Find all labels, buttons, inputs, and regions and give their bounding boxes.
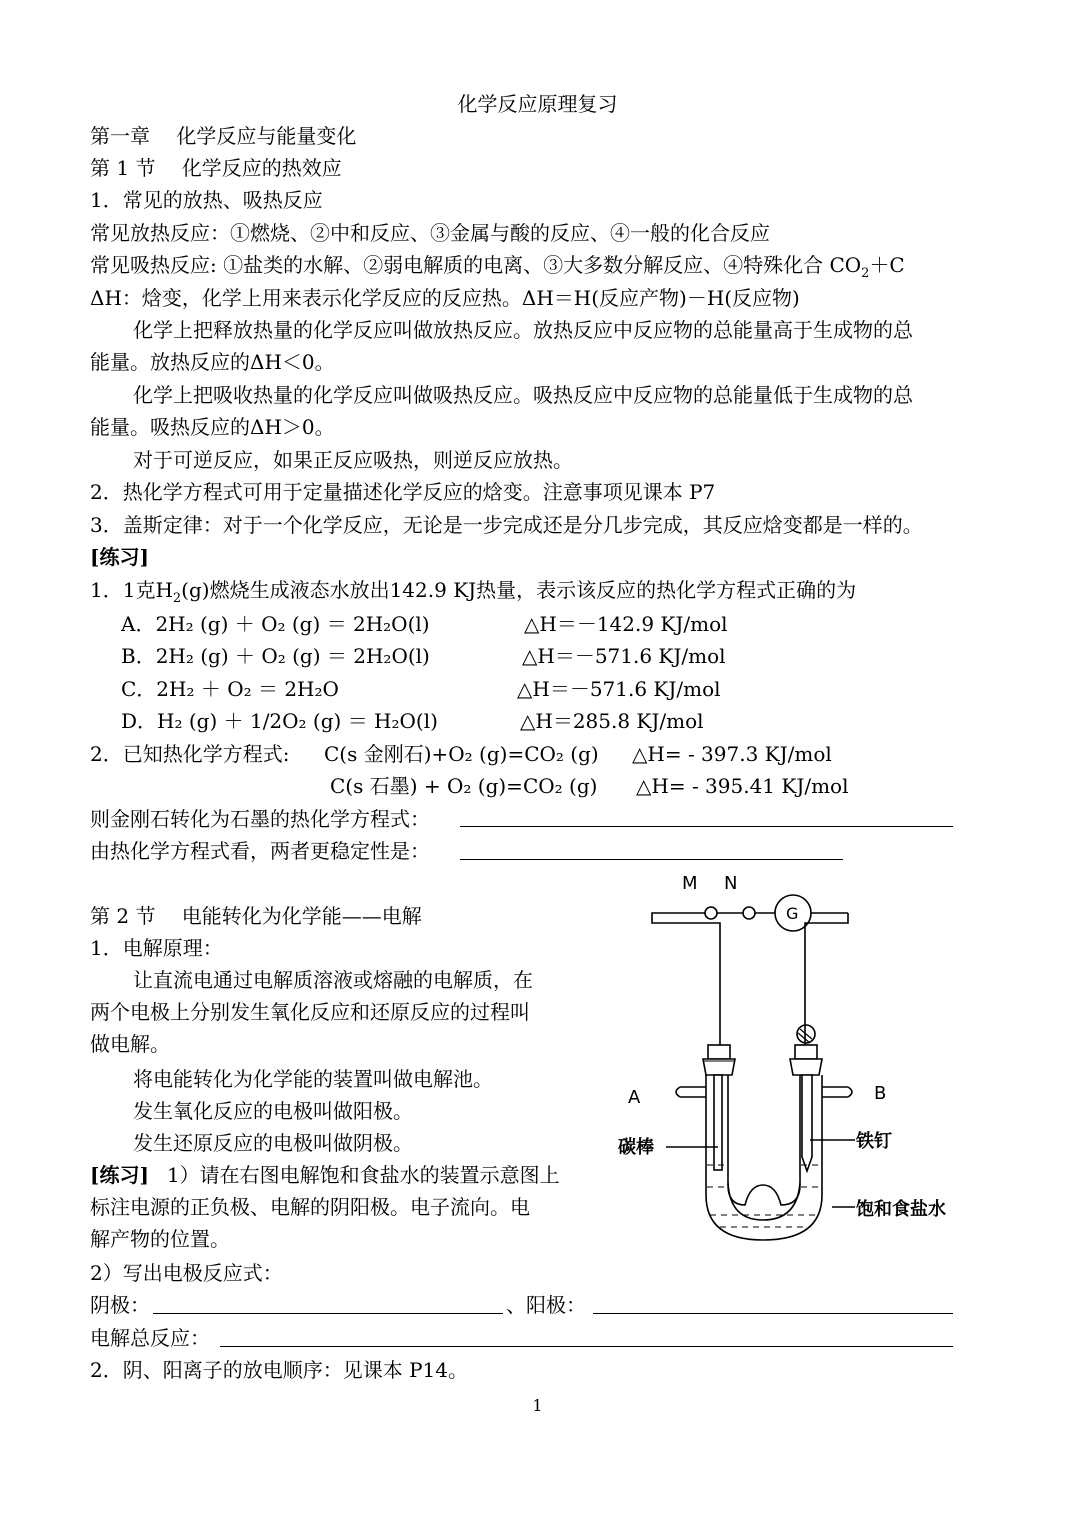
reversible-note: 对于可逆反应，如果正反应吸热，则逆反应放热。 <box>133 448 573 472</box>
practice-2-line-4: 2）写出电极反应式： <box>90 1261 283 1285</box>
item-1: 1．常见的放热、吸热反应 <box>90 188 323 212</box>
label-g: G <box>786 904 799 923</box>
chapter-heading: 第一章 化学反应与能量变化 <box>90 124 357 148</box>
option-a-dh: △H＝－142.9 KJ/mol <box>524 612 728 636</box>
cathode-label: 阴极： <box>90 1293 150 1317</box>
question-2-eq-graphite: C(s 石墨) + O₂ (g)=CO₂ (g) <box>330 774 598 798</box>
endothermic-list: 常见吸热反应: ①盐类的水解、②弱电解质的电离、③大多数分解反应、④特殊化合 $CO_2+C$ <box>90 253 905 281</box>
electrolysis-paragraph-line-1: 让直流电通过电解质溶液或熔融的电解质，在 <box>133 968 533 992</box>
total-reaction-answer-line[interactable] <box>220 1346 953 1347</box>
label-brine: 饱和食盐水 <box>856 1199 946 1220</box>
terminal-m <box>705 907 717 919</box>
option-c-dh: △H＝－571.6 KJ/mol <box>517 677 721 701</box>
total-reaction-label: 电解总反应： <box>90 1326 210 1350</box>
option-d-dh: △H＝285.8 KJ/mol <box>520 709 704 733</box>
section-2-heading: 第 2 节 电能转化为化学能——电解 <box>90 904 422 928</box>
item-2: 2．热化学方程式可用于定量描述化学反应的焓变。注意事项见课本 P7 <box>90 480 716 504</box>
cathode-definition: 发生还原反应的电极叫做阴极。 <box>133 1131 413 1155</box>
fill-prompt-1: 则金刚石转化为石墨的热化学方程式： <box>90 807 430 831</box>
practice-2-line-2: 标注电源的正负极、电解的阴阳极。电子流向。电 <box>90 1195 530 1219</box>
label-carbon-rod: 碳棒 <box>618 1137 654 1158</box>
carbon-rod <box>714 1075 722 1170</box>
label-iron-nail: 铁钉 <box>856 1131 892 1152</box>
question-1: 1．1克$H_2(g)$燃烧生成液态水放出142.9 KJ热量，表示该反应的热化学方程式正确的为 <box>90 578 857 606</box>
practice-2-line-3: 解产物的位置。 <box>90 1227 230 1251</box>
circuit-wire <box>652 913 720 1045</box>
page-number: 1 <box>532 1396 543 1415</box>
label-m: M <box>682 873 698 894</box>
practice-2-line-1: [练习] 1）请在右图电解饱和食盐水的装置示意图上 <box>90 1163 560 1187</box>
exothermic-list: 常见放热反应：①燃烧、②中和反应、③金属与酸的反应、④一般的化合反应 <box>90 221 770 245</box>
label-a: A <box>628 1087 641 1108</box>
electrolysis-paragraph-line-2: 两个电极上分别发生氧化反应和还原反应的过程叫 <box>90 1000 530 1024</box>
ion-discharge-order: 2．阴、阳离子的放电顺序：见课本 P14。 <box>90 1358 468 1382</box>
section-1-heading: 第 1 节 化学反应的热效应 <box>90 156 342 180</box>
enthalpy-definition: ΔH：焓变，化学上用来表示化学反应的反应热。ΔH＝H(反应产物)－H(反应物) <box>90 286 800 310</box>
question-2-label: 2．已知热化学方程式: <box>90 742 290 766</box>
anode-label: 、阳极： <box>506 1293 586 1317</box>
exo-paragraph-line-1: 化学上把释放热量的化学反应叫做放热反应。放热反应中反应物的总能量高于生成物的总 <box>133 318 913 342</box>
question-2-dh-graphite: △H= - 395.41 KJ/mol <box>636 774 849 798</box>
electrolysis-paragraph-line-3: 做电解。 <box>90 1032 170 1056</box>
option-b: B．2H₂ (g) ＋ O₂ (g) ＝ 2H₂O(l) <box>121 644 430 668</box>
item-3: 3．盖斯定律：对于一个化学反应，无论是一步完成还是分几步完成，其反应焓变都是一样的。 <box>90 513 923 537</box>
answer-line-1[interactable] <box>460 826 953 827</box>
option-c: C．2H₂ ＋ O₂ ＝ 2H₂O <box>121 677 339 701</box>
left-stopper <box>708 1045 730 1059</box>
option-b-dh: △H＝－571.6 KJ/mol <box>522 644 726 668</box>
electrolytic-cell-definition: 将电能转化为化学能的装置叫做电解池。 <box>133 1067 493 1091</box>
endo-paragraph-line-1: 化学上把吸收热量的化学反应叫做吸热反应。吸热反应中反应物的总能量低于生成物的总 <box>133 383 913 407</box>
endo-paragraph-line-2: 能量。吸热反应的ΔH＞0。 <box>90 415 335 439</box>
right-stopper <box>795 1045 817 1059</box>
terminal-n <box>743 907 755 919</box>
question-2-dh-diamond: △H= - 397.3 KJ/mol <box>632 742 832 766</box>
option-d: D．H₂ (g) ＋ 1/2O₂ (g) ＝ H₂O(l) <box>121 709 438 733</box>
exo-paragraph-line-2: 能量。放热反应的ΔH＜0。 <box>90 350 335 374</box>
question-2-eq-diamond: C(s 金刚石)+O₂ (g)=CO₂ (g) <box>324 742 599 766</box>
practice-heading: [练习] <box>90 545 149 569</box>
cathode-answer-line[interactable] <box>153 1313 503 1314</box>
label-n: N <box>724 873 738 894</box>
answer-line-2[interactable] <box>460 859 843 860</box>
anode-definition: 发生氧化反应的电极叫做阳极。 <box>133 1099 413 1123</box>
side-arm-a <box>676 1087 706 1097</box>
electrolysis-diagram <box>610 865 970 1265</box>
fill-prompt-2: 由热化学方程式看，两者更稳定性是： <box>90 839 430 863</box>
option-a: A．2H₂ (g) ＋ O₂ (g) ＝ 2H₂O(l) <box>121 612 430 636</box>
iron-nail <box>802 1075 812 1171</box>
side-arm-b <box>822 1087 852 1097</box>
anode-answer-line[interactable] <box>593 1313 953 1314</box>
electrolysis-item-1: 1．电解原理： <box>90 936 223 960</box>
label-b: B <box>874 1083 887 1104</box>
page-title: 化学反应原理复习 <box>457 92 618 116</box>
